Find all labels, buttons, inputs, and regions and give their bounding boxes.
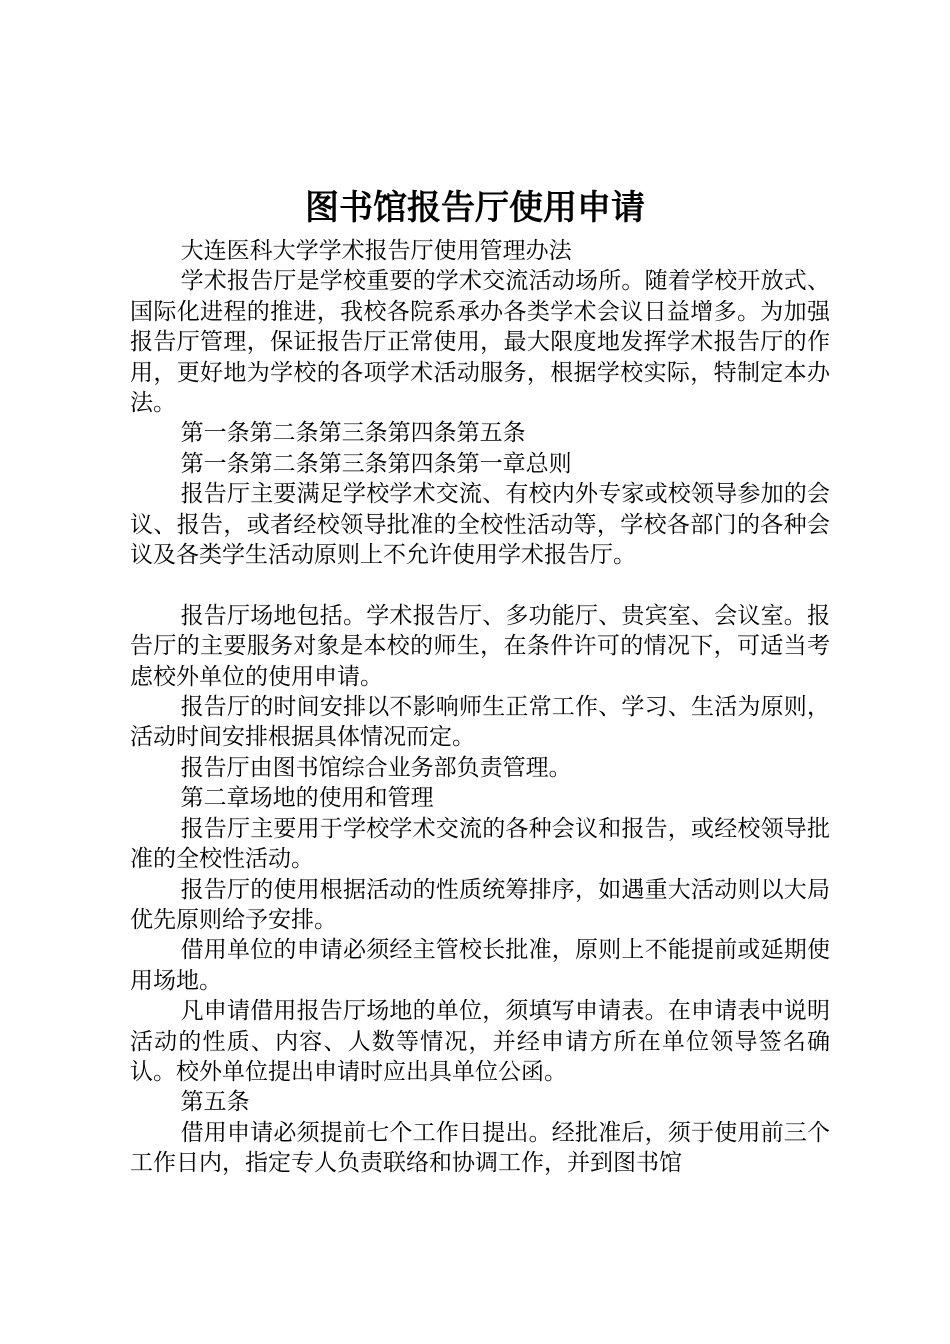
paragraph-article-list-1: 第一条第二条第三条第四条第五条	[180, 420, 526, 447]
paragraph-chapter-two-heading: 第二章场地的使用和管理	[180, 785, 434, 812]
paragraph-management: 报告厅由图书馆综合业务部负责管理。	[180, 754, 572, 781]
paragraph-priority: 报告厅的使用根据活动的性质统筹排序，如遇重大活动则以大局优先原则给予安排。	[130, 876, 830, 933]
document-body	[130, 236, 830, 1179]
document-title: 图书馆报告厅使用申请	[305, 188, 645, 228]
paragraph-venues: 报告厅场地包括。学术报告厅、多功能厅、贵宾室、会议室。报告厅的主要服务对象是本校的师生，在条件许可的情况下，可适当考虑校外单位的使用申请。	[130, 602, 830, 690]
paragraph-blank	[130, 570, 830, 600]
paragraph-intro: 学术报告厅是学校重要的学术交流活动场所。随着学校开放式、国际化进程的推进，我校各院系承办各类学术会议日益增多。为加强报告厅管理，保证报告厅正常使用，最大限度地发挥学术报告厅的作用，更好地为学校的各项学术活动服务，根据学校实际，特制定本办法。	[130, 268, 830, 417]
paragraph-article-five: 第五条	[180, 1089, 250, 1116]
paragraph-usage: 报告厅主要用于学校学术交流的各种会议和报告，或经校领导批准的全校性活动。	[130, 815, 830, 873]
paragraph-subtitle: 大连医科大学学术报告厅使用管理办法	[180, 238, 572, 264]
paragraph-application-form: 凡申请借用报告厅场地的单位，须填写申请表。在申请表中说明活动的性质、内容、人数等情况，并经申请方所在单位领导签名确认。校外单位提出申请时应出具单位公函。	[130, 998, 830, 1085]
paragraph-scope: 报告厅主要满足学校学术交流、有校内外专家或校领导参加的会议、报告，或者经校领导批准的全校性活动等，学校各部门的各种会议及各类学生活动原则上不允许使用学术报告厅。	[130, 481, 830, 569]
paragraph-schedule: 报告厅的时间安排以不影响师生正常工作、学习、生活为原则，活动时间安排根据具体情况而定。	[130, 694, 830, 751]
paragraph-advance-notice: 借用申请必须提前七个工作日提出。经批准后，须于使用前三个工作日内，指定专人负责联络和协调工作，并到图书馆	[130, 1119, 830, 1177]
paragraph-approval: 借用单位的申请必须经主管校长批准，原则上不能提前或延期使用场地。	[130, 937, 830, 994]
paragraph-article-list-2: 第一条第二条第三条第四条第一章总则	[180, 450, 572, 477]
